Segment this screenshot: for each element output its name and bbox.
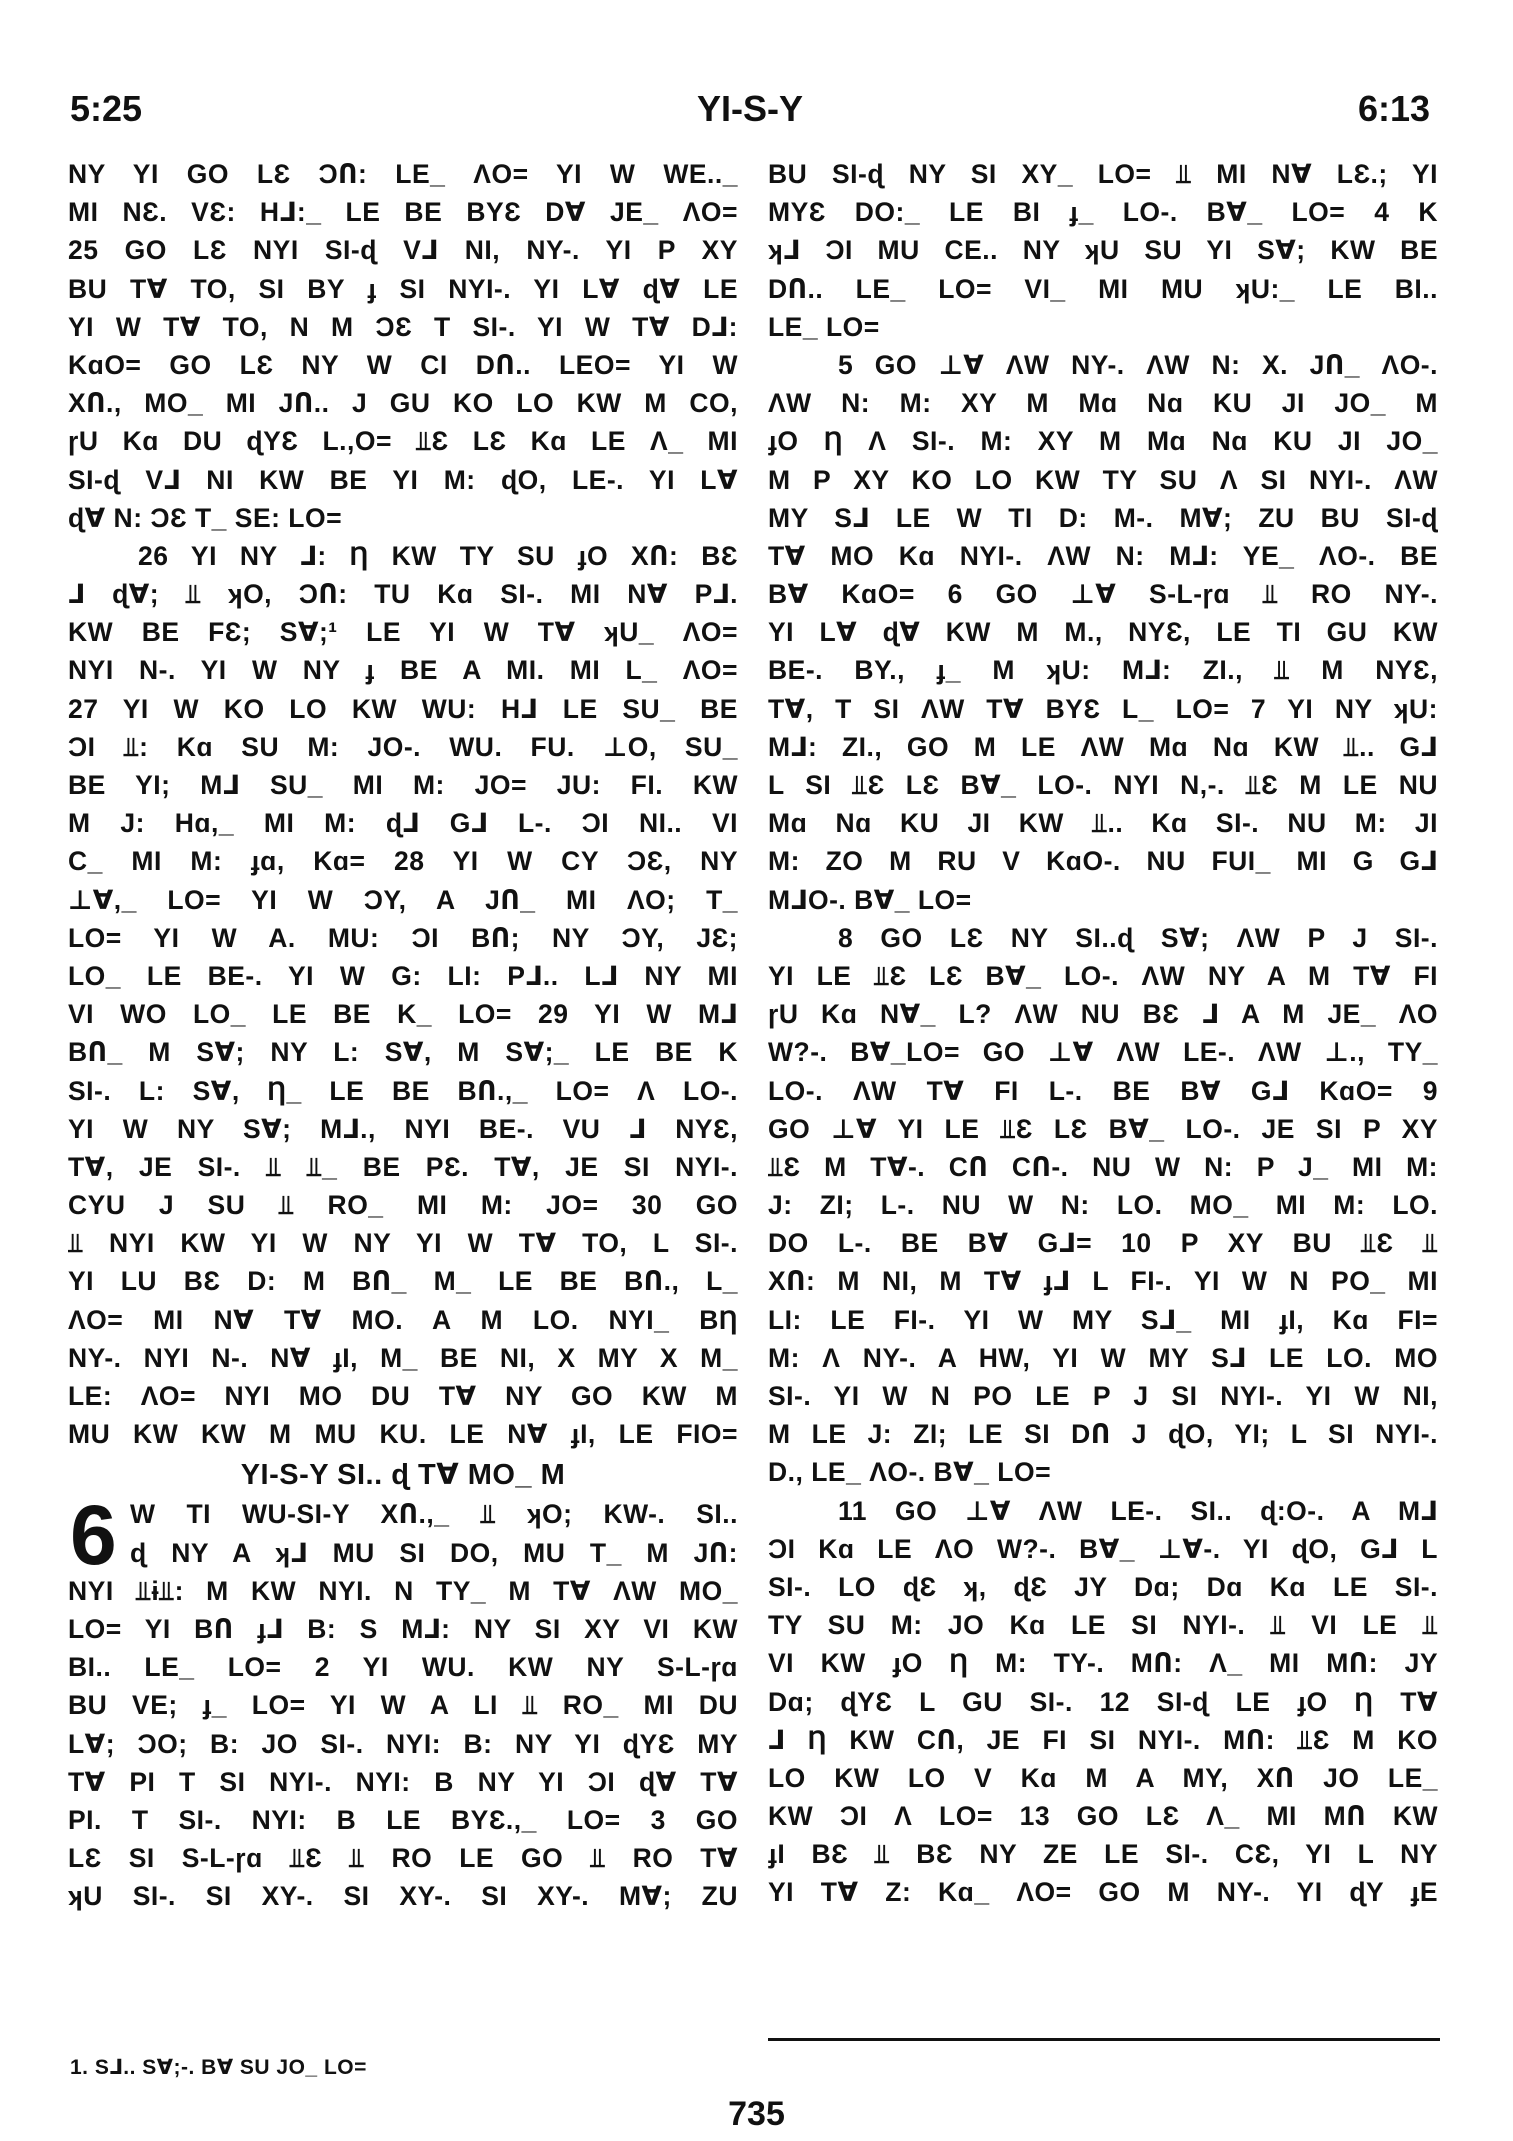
text-line: YI W NY S∀; M⅃., NYI BE-. VU ⅃ NYƐ,	[68, 1113, 738, 1144]
text-line: ɖ∀ N: ƆƐ T_ SE: LO=	[68, 502, 343, 533]
text-line: L SI ⫫Ɛ LƐ B∀_ LO-. NYI N,-. ⫫Ɛ M LE NU	[768, 770, 1438, 800]
header-left-reference: 5:25	[70, 88, 143, 129]
text-line: BE-. BY., ɟ_ M ʞU: M⅃: ZI., ⫫ M NYƐ,	[768, 655, 1438, 686]
text-line: 8 GO LƐ NY SI..ɖ S∀; ΛW P J SI-.	[838, 922, 1438, 953]
text-line: M P XY KO LO KW TY SU Λ SI NYI-. ΛW	[768, 464, 1438, 495]
text-line: M⅃O-. B∀_ LO=	[768, 884, 972, 915]
dropcap-paragraph	[68, 1488, 738, 1583]
text-line: CYU J SU ⫫ RO_ MI M: JO= 30 GO	[68, 1190, 738, 1221]
text-line: ɼU Kɑ N∀_ L? ΛW NU BƐ ⅃ A M JE_ ΛO	[768, 999, 1438, 1030]
text-line: XՈ: M NI, M T∀ ɟ⅃ L FI-. YI W N PO_ MI	[768, 1266, 1438, 1297]
text-line: ɖ NY A ʞ⅃ MU SI DO, MU T_ M JՈ:	[130, 1537, 738, 1568]
text-line: MI NƐ. VƐ: H⅃:_ LE BE BYƐ D∀ JE_ ΛO=	[68, 197, 738, 228]
text-line: M: ZO M RU V KɑO-. NU FUI_ MI G G⅃	[768, 846, 1438, 877]
text-line: BI.. LE_ LO= 2 YI WU. KW NY S-L-ɼɑ	[68, 1652, 738, 1683]
text-line: W TI WU-SI-Y XՈ.,_ ⫫ ʞO; KW-. SI..	[130, 1499, 738, 1530]
text-line: YI W T∀ TO, N M ƆƐ T SI-. YI W T∀ D⅃:	[68, 311, 738, 342]
chapter-dropcap: 6	[70, 1488, 118, 1583]
text-line: BU SI-ɖ NY SI XY_ LO= ⫫ MI N∀ LƐ.; YI	[768, 159, 1438, 189]
text-line: PI. T SI-. NYI: B LE BYƐ.,_ LO= 3 GO	[68, 1804, 738, 1835]
text-line: KW BE FƐ; S∀;¹ LE YI W T∀ ʞU_ ΛO=	[68, 617, 738, 648]
text-line: KW ƆI Λ LO= 13 GO LƐ Λ_ MI MՈ KW	[768, 1801, 1438, 1832]
text-line: 25 GO LƐ NYI SI-ɖ V⅃ NI, NY-. YI P XY	[68, 235, 738, 266]
text-line: LI: LE FI-. YI W MY S⅃_ MI ɟI, Kɑ FI=	[768, 1304, 1438, 1335]
text-line: MU KW KW M MU KU. LE N∀ ɟI, LE FIO=	[68, 1419, 738, 1450]
footnote: 1. S⅃.. S∀;-. B∀ SU JO_ LO=	[70, 2056, 367, 2079]
text-line: VI KW ɟO Ƞ M: TY-. MՈ: Λ_ MI MՈ: JY	[768, 1648, 1438, 1679]
text-line: YI T∀ Z: Kɑ_ ΛO= GO M NY-. YI ɖY ɟE	[768, 1877, 1438, 1908]
text-line: DO L-. BE B∀ G⅃= 10 P XY BU ⫫Ɛ ⫫	[768, 1228, 1438, 1259]
text-line: T∀ MO Kɑ NYI-. ΛW N: M⅃: YE_ ΛO-. BE	[768, 540, 1438, 571]
text-line: T∀, JE SI-. ⫫ ⫫_ BE PƐ. T∀, JE SI NYI-.	[68, 1151, 738, 1182]
text-line: Dɑ; ɖYƐ L GU SI-. 12 SI-ɖ LE ɟO Ƞ T∀	[768, 1686, 1438, 1717]
text-line: B∀ KɑO= 6 GO ⊥∀ S-L-ɼɑ ⫫ RO NY-.	[768, 579, 1438, 610]
left-paragraph-b	[68, 537, 738, 1454]
text-line: MYƐ DO:_ LE BI ɟ_ LO-. B∀_ LO= 4 K	[768, 197, 1438, 228]
text-line: LO-. ΛW T∀ FI L-. BE B∀ G⅃ KɑO= 9	[768, 1075, 1438, 1106]
text-line: 5 GO ⊥∀ ΛW NY-. ΛW N: X. JՈ_ ΛO-.	[838, 349, 1438, 380]
text-line: ƆI Kɑ LE ΛO W?-. B∀_ ⊥∀-. YI ɖO, G⅃ L	[768, 1533, 1438, 1564]
text-line: SI-. YI W N PO LE P J SI NYI-. YI W NI,	[768, 1381, 1438, 1411]
text-line: SI-. LO ɖƐ ʞ, ɖƐ JY Dɑ; Dɑ Kɑ LE SI-.	[768, 1571, 1438, 1602]
section-title: YI-S-Y SI.. ɖ T∀ MO_ M	[240, 1459, 566, 1492]
text-line: W?-. B∀_LO= GO ⊥∀ ΛW LE-. ΛW ⊥., TY_	[768, 1037, 1438, 1068]
text-line: T∀ PI T SI NYI-. NYI: B NY YI ƆI ɖ∀ T∀	[68, 1766, 738, 1797]
text-line: MY S⅃ LE W TI D: M-. M∀; ZU BU SI-ɖ	[768, 502, 1438, 533]
right-paragraph-b	[768, 346, 1438, 919]
text-line: LO= YI BՈ ɟ⅃ B: S M⅃: NY SI XY VI KW	[68, 1613, 738, 1644]
text-line: ⅃ Ƞ KW CՈ, JE FI SI NYI-. MՈ: ⫫Ɛ M KO	[768, 1724, 1438, 1755]
text-line: L∀; ƆO; B: JO SI-. NYI: B: NY YI ɖYƐ MY	[68, 1728, 738, 1759]
page-number: 735	[728, 2095, 785, 2133]
text-line: NY YI GO LƐ ƆՈ: LE_ ΛO= YI W WE.._	[68, 159, 738, 189]
text-line: NY-. NYI N-. N∀ ɟI, M_ BE NI, X MY X M_	[68, 1342, 738, 1373]
text-line: C_ MI M: ɟɑ, Kɑ= 28 YI W CY ƆƐ, NY	[68, 846, 738, 877]
text-line: DՈ.. LE_ LO= VI_ MI MU ʞU:_ LE BI..	[768, 273, 1438, 304]
text-line: XՈ., MO_ MI JՈ.. J GU KO LO KW M CO,	[68, 388, 738, 419]
text-line: M: Λ NY-. A HW, YI W MY S⅃ LE LO. MO	[768, 1342, 1438, 1373]
text-line: ⫫ NYI KW YI W NY YI W T∀ TO, L SI-.	[68, 1228, 738, 1259]
text-line: ΛW N: M: XY M Mɑ Nɑ KU JI JO_ M	[768, 388, 1438, 419]
text-line: 26 YI NY ⅃: Ƞ KW TY SU ɟO XՈ: BƐ	[138, 540, 738, 571]
text-line: ɟI BƐ ⫫ BƐ NY ZE LE SI-. CƐ, YI L NY	[768, 1839, 1438, 1870]
text-line: YI LE ⫫Ɛ LƐ B∀_ LO-. ΛW NY A M T∀ FI	[768, 960, 1438, 991]
text-line: BՈ_ M S∀; NY L: S∀, M S∀;_ LE BE K	[68, 1037, 738, 1068]
text-line: GO ⊥∀ YI LE ⫫Ɛ LƐ B∀_ LO-. JE SI P XY	[768, 1113, 1438, 1144]
header-book-title: YI-S-Y	[696, 88, 803, 129]
left-paragraph-a	[68, 155, 738, 537]
text-line: 27 YI W KO LO KW WU: H⅃ LE SU_ BE	[68, 693, 738, 724]
text-line: LE_ LO=	[768, 311, 880, 342]
left-column	[68, 155, 738, 1915]
text-line: TY SU M: JO Kɑ LE SI NYI-. ⫫ VI LE ⫫	[768, 1610, 1438, 1641]
left-paragraph-c	[68, 1572, 738, 1916]
text-line: KɑO= GO LƐ NY W CI DՈ.. LEO= YI W	[68, 349, 738, 380]
text-line: NYI ⫫ɨ⫫: M KW NYI. N TY_ M T∀ ΛW MO_	[68, 1575, 738, 1606]
text-line: M LE J: ZI; LE SI DՈ J ɖO, YI; L SI NYI-.	[768, 1419, 1438, 1450]
text-line: LO= YI W A. MU: ƆI BՈ; NY ƆY, JƐ;	[68, 922, 738, 953]
right-column	[768, 155, 1438, 1912]
text-line: YI LU BƐ D: M BՈ_ M_ LE BE BՈ., L_	[68, 1266, 738, 1297]
text-line: BE YI; M⅃ SU_ MI M: JO= JU: FI. KW	[68, 770, 738, 800]
text-line: M J: Hɑ,_ MI M: ɖ⅃ G⅃ L-. ƆI NI.. VI	[68, 808, 738, 839]
text-line: 11 GO ⊥∀ ΛW LE-. SI.. ɖ:O-. A M⅃	[838, 1495, 1438, 1526]
text-line: SI-. L: S∀, Ƞ_ LE BE BՈ.,_ LO= Λ LO-.	[68, 1075, 738, 1106]
text-line: LƐ SI S-L-ɼɑ ⫫Ɛ ⫫ RO LE GO ⫫ RO T∀	[68, 1843, 738, 1874]
text-line: ʞ⅃ ƆI MU CE.. NY ʞU SU YI S∀; KW BE	[768, 235, 1438, 266]
header-right-reference: 6:13	[1357, 88, 1430, 129]
dropcap-lines	[68, 1495, 738, 1571]
text-line: ⊥∀,_ LO= YI W ƆY, A JՈ_ MI ΛO; T_	[68, 884, 738, 915]
text-line: D., LE_ ΛO-. B∀_ LO=	[768, 1457, 1052, 1488]
text-line: VI WO LO_ LE BE K_ LO= 29 YI W M⅃	[68, 999, 738, 1030]
text-line: ʞU SI-. SI XY-. SI XY-. SI XY-. M∀; ZU	[68, 1881, 738, 1912]
text-line: SI-ɖ V⅃ NI KW BE YI M: ɖO, LE-. YI L∀	[68, 464, 738, 495]
text-line: LO KW LO V Kɑ M A MY, XՈ JO LE_	[768, 1762, 1438, 1793]
text-line: BU T∀ TO, SI BY ɟ SI NYI-. YI L∀ ɖ∀ LE	[68, 273, 738, 304]
text-line: NYI N-. YI W NY ɟ BE A MI. MI L_ ΛO=	[68, 655, 738, 686]
text-line: YI L∀ ɖ∀ KW M M., NYƐ, LE TI GU KW	[768, 617, 1438, 648]
text-line: Mɑ Nɑ KU JI KW ⫫.. Kɑ SI-. NU M: JI	[768, 808, 1438, 839]
right-paragraph-a	[768, 155, 1438, 346]
text-line: ΛO= MI N∀ T∀ MO. A M LO. NYI_ BȠ	[68, 1304, 738, 1335]
right-paragraph-d	[768, 1492, 1438, 1912]
text-line: BU VE; ɟ_ LO= YI W A LI ⫫ RO_ MI DU	[68, 1690, 738, 1721]
text-line: ɼU Kɑ DU ɖYƐ L.,O= ⫫Ɛ LƐ Kɑ LE Λ_ MI	[68, 426, 738, 457]
text-line: ɟO Ƞ Λ SI-. M: XY M Mɑ Nɑ KU JI JO_	[768, 426, 1438, 457]
footnote-divider	[768, 2038, 1440, 2041]
page-header	[70, 88, 1430, 138]
text-line: M⅃: ZI., GO M LE ΛW Mɑ Nɑ KW ⫫.. G⅃	[768, 731, 1438, 762]
text-line: ⅃ ɖ∀; ⫫ ʞO, ƆՈ: TU Kɑ SI-. MI N∀ P⅃.	[68, 579, 738, 610]
text-line: J: ZI; L-. NU W N: LO. MO_ MI M: LO.	[768, 1190, 1438, 1221]
text-line: T∀, T SI ΛW T∀ BYƐ L_ LO= 7 YI NY ʞU:	[768, 693, 1438, 724]
text-line: LO_ LE BE-. YI W G: LI: P⅃.. L⅃ NY MI	[68, 960, 738, 991]
text-line: ⫫Ɛ M T∀-. CՈ CՈ-. NU W N: P J_ MI M:	[768, 1151, 1438, 1182]
text-line: ƆI ⫫: Kɑ SU M: JO-. WU. FU. ⊥O, SU_	[68, 731, 738, 762]
text-line: LE: ΛO= NYI MO DU T∀ NY GO KW M	[68, 1381, 738, 1411]
right-paragraph-c	[768, 919, 1438, 1492]
